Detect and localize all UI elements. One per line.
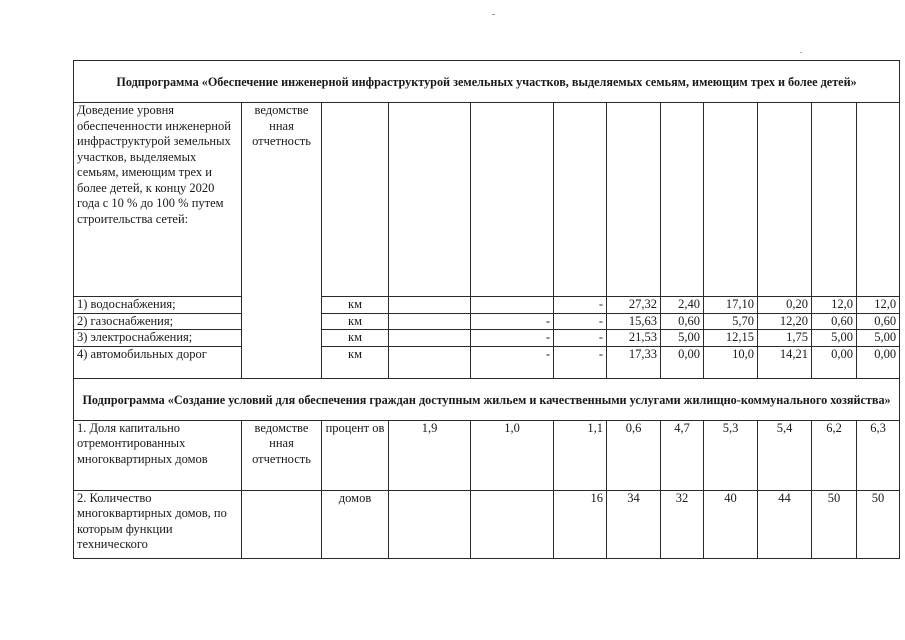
value-cell: 40 <box>704 490 758 558</box>
value-cell: - <box>471 313 554 330</box>
table-cell <box>389 103 471 297</box>
value-cell <box>389 313 471 330</box>
value-cell: 0,00 <box>812 346 857 378</box>
value-cell <box>389 490 471 558</box>
value-cell: - <box>554 297 607 314</box>
value-cell <box>389 330 471 347</box>
table-row <box>74 297 900 314</box>
value-cell: 4,7 <box>661 420 704 490</box>
table-cell <box>812 103 857 297</box>
unit-cell: км <box>322 330 389 347</box>
table-cell <box>758 103 812 297</box>
value-cell: 27,32 <box>607 297 661 314</box>
value-cell: 10,0 <box>704 346 758 378</box>
data-source: ведомстве нная отчетность <box>242 420 322 490</box>
indicator-name: 2. Количество многоквартирных домов, по которым функции технического <box>74 490 242 558</box>
value-cell: 12,0 <box>812 297 857 314</box>
table-cell <box>554 103 607 297</box>
value-cell: - <box>554 313 607 330</box>
value-cell: 0,6 <box>607 420 661 490</box>
table-row <box>74 313 900 330</box>
value-cell: 14,21 <box>758 346 812 378</box>
value-cell: 6,3 <box>857 420 900 490</box>
section-title: Подпрограмма «Создание условий для обеспечения граждан доступным жильем и качественными услугами жилищно-коммунального хозяйства» <box>74 378 900 420</box>
row-label: 2) газоснабжения; <box>74 313 242 330</box>
value-cell: 1,9 <box>389 420 471 490</box>
value-cell: 0,00 <box>857 346 900 378</box>
value-cell: 34 <box>607 490 661 558</box>
section-title: Подпрограмма «Обеспечение инженерной инфраструктурой земельных участков, выделяемых семьям, имеющим трех и более детей» <box>74 61 900 103</box>
table-cell <box>471 103 554 297</box>
row-label: 3) электроснабжения; <box>74 330 242 347</box>
row-label: 4) автомобильных дорог <box>74 346 242 378</box>
unit-cell: км <box>322 346 389 378</box>
value-cell: 5,3 <box>704 420 758 490</box>
value-cell: - <box>471 346 554 378</box>
value-cell: 5,4 <box>758 420 812 490</box>
table-row <box>74 330 900 347</box>
value-cell: 5,00 <box>661 330 704 347</box>
indicator-name: 1. Доля капитально отремонтированных многоквартирных домов <box>74 420 242 490</box>
value-cell: 50 <box>812 490 857 558</box>
table-cell <box>704 103 758 297</box>
unit-cell: км <box>322 313 389 330</box>
table-cell <box>322 103 389 297</box>
unit-cell: домов <box>322 490 389 558</box>
value-cell: 1,0 <box>471 420 554 490</box>
table-row <box>74 346 900 378</box>
value-cell <box>389 346 471 378</box>
value-cell: - <box>471 330 554 347</box>
value-cell: 17,10 <box>704 297 758 314</box>
value-cell: 21,53 <box>607 330 661 347</box>
value-cell: 12,20 <box>758 313 812 330</box>
value-cell: 12,15 <box>704 330 758 347</box>
data-source <box>242 490 322 558</box>
value-cell: 44 <box>758 490 812 558</box>
value-cell: 5,00 <box>857 330 900 347</box>
unit-cell: км <box>322 297 389 314</box>
data-source: ведомстве нная отчетность <box>242 103 322 379</box>
row-label: 1) водоснабжения; <box>74 297 242 314</box>
table-cell <box>857 103 900 297</box>
value-cell <box>389 297 471 314</box>
value-cell: 12,0 <box>857 297 900 314</box>
table-cell <box>607 103 661 297</box>
indicator-name: Доведение уровня обеспеченности инженерной инфраструктурой земельных участков, выделяемых семьям, имеющим трех и более детей, к концу 2020 года с 10 % до 100 % путем строительства сетей: <box>74 103 242 297</box>
value-cell: 15,63 <box>607 313 661 330</box>
table-row <box>74 103 900 297</box>
value-cell: 0,60 <box>661 313 704 330</box>
value-cell: 32 <box>661 490 704 558</box>
table-row <box>74 420 900 490</box>
value-cell <box>471 490 554 558</box>
indicators-table <box>73 60 900 559</box>
scan-speck <box>800 52 802 53</box>
value-cell: 17,33 <box>607 346 661 378</box>
value-cell: 2,40 <box>661 297 704 314</box>
value-cell: - <box>554 330 607 347</box>
value-cell: 1,1 <box>554 420 607 490</box>
scan-speck <box>492 14 495 15</box>
value-cell: 6,2 <box>812 420 857 490</box>
value-cell: 0,60 <box>812 313 857 330</box>
table-row <box>74 490 900 558</box>
value-cell: 0,20 <box>758 297 812 314</box>
value-cell: 16 <box>554 490 607 558</box>
value-cell: 0,00 <box>661 346 704 378</box>
value-cell: 50 <box>857 490 900 558</box>
value-cell: 5,00 <box>812 330 857 347</box>
value-cell <box>471 297 554 314</box>
value-cell: - <box>554 346 607 378</box>
section-header <box>74 61 900 103</box>
value-cell: 0,60 <box>857 313 900 330</box>
section-header <box>74 378 900 420</box>
value-cell: 1,75 <box>758 330 812 347</box>
table-cell <box>661 103 704 297</box>
unit-cell: процент ов <box>322 420 389 490</box>
value-cell: 5,70 <box>704 313 758 330</box>
